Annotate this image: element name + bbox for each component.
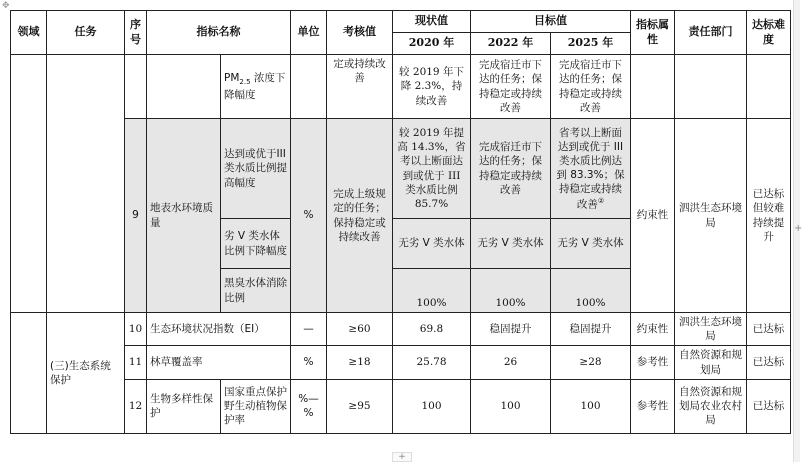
pm25-unit [291,55,327,119]
header-current-year: 2020 年 [393,33,471,55]
row9-sub2-target-2022: 无劣 V 类水体 [471,219,551,269]
pm25-dept [675,55,747,119]
row11-current: 25.78 [393,346,471,379]
pm25-target-2022: 完成宿迁市下达的任务；保持稳定或持续改善 [471,55,551,119]
row12-attr: 参考性 [631,379,675,433]
row9-sub2-target-2025: 无劣 V 类水体 [551,219,631,269]
row12-dept: 自然资源和规划局农业农村局 [675,379,747,433]
header-difficulty: 达标难度 [747,11,791,55]
row11-target-2022: 26 [471,346,551,379]
pm25-indicator-name: $PM_{2.5}$ 浓度下降幅度 [221,55,291,119]
row10-indicator-name: 生态环境状况指数（EI） [147,313,291,346]
row9-sub3-current: 100% [393,269,471,313]
pm25-assess: 定或持续改善 [327,55,393,119]
row9-seq: 9 [125,119,147,313]
header-row-1 [11,11,791,33]
table-row-11 [11,346,791,379]
row9-sub2-name: 劣 V 类水体比例下降幅度 [221,219,291,269]
header-indicator: 指标名称 [147,11,291,55]
row9-indicator-name: 地表水环境质量 [147,119,221,313]
row12-current: 100 [393,379,471,433]
row12-difficulty: 已达标 [747,379,791,433]
row9-dept: 泗洪生态环境局 [675,119,747,313]
row9-sub3-target-2022: 100% [471,269,551,313]
header-seq: 序号 [125,11,147,55]
header-target-2025: 2025 年 [551,33,631,55]
add-column-icon[interactable]: + [392,452,412,462]
table-row-10 [11,313,791,346]
seq-cell-continued [125,55,147,119]
header-domain: 领域 [11,11,47,55]
row10-difficulty: 已达标 [747,313,791,346]
row11-dept: 自然资源和规划局 [675,346,747,379]
pm25-target-2025: 完成宿迁市下达的任务；保持稳定或持续改善 [551,55,631,119]
row9-sub1-current: 较 2019 年提高 14.3%，省考以上断面达到或优于 III 类水质比例 85.7% [393,119,471,219]
row12-assess: ≥95 [327,379,393,433]
row9-sub3-target-2025: 100% [551,269,631,313]
table-row-pm25 [11,55,791,119]
header-unit: 单位 [291,11,327,55]
row11-difficulty: 已达标 [747,346,791,379]
row9-difficulty: 已达标但较难持续提升 [747,119,791,313]
add-row-icon[interactable]: + [794,223,802,234]
header-assess: 考核值 [327,11,393,55]
row11-attr: 参考性 [631,346,675,379]
row9-sub1-target-2022: 完成宿迁市下达的任务；保持稳定或持续改善 [471,119,551,219]
row12-unit: %—% [291,379,327,433]
row12-sub-name: 国家重点保护野生动植物保护率 [221,379,291,433]
document-page [10,10,790,460]
header-task: 任务 [47,11,125,55]
table-row-9-sub1 [11,119,791,219]
indicator-group-continued [147,55,221,119]
row10-current: 69.8 [393,313,471,346]
pm25-current: 较 2019 年下降 2.3%，持续改善 [393,55,471,119]
row9-unit: % [291,119,327,313]
row10-seq: 10 [125,313,147,346]
row11-indicator-name: 林草覆盖率 [147,346,291,379]
row9-sub1-target-2025: 省考以上断面达到或优于 III 类水质比例达到 83.3%；保持稳定或持续改善② [551,119,631,219]
row10-target-2022: 稳固提升 [471,313,551,346]
row12-target-2022: 100 [471,379,551,433]
row9-assess: 完成上级规定的任务；保持稳定或持续改善 [327,119,393,313]
header-attr: 指标属性 [631,11,675,55]
row9-attr: 约束性 [631,119,675,313]
indicator-table [10,10,791,434]
row11-assess: ≥18 [327,346,393,379]
pm25-attr [631,55,675,119]
row12-indicator-name: 生物多样性保护 [147,379,221,433]
domain-cell-lower [11,313,47,434]
header-dept: 责任部门 [675,11,747,55]
row11-unit: % [291,346,327,379]
task-cell-continued [47,55,125,313]
header-target: 目标值 [471,11,631,33]
domain-cell-continued [11,55,47,313]
row11-seq: 11 [125,346,147,379]
row9-sub1-name: 达到或优于III类水质比例提高幅度 [221,119,291,219]
table-row-12 [11,379,791,433]
row10-target-2025: 稳固提升 [551,313,631,346]
row10-assess: ≥60 [327,313,393,346]
pm25-difficulty [747,55,791,119]
task-ecosystem-protection: (三)生态系统保护 [47,313,125,434]
row10-unit: — [291,313,327,346]
row9-sub2-current: 无劣 V 类水体 [393,219,471,269]
row10-dept: 泗洪生态环境局 [675,313,747,346]
table-move-handle-icon[interactable]: ✥ [2,1,10,11]
row12-target-2025: 100 [551,379,631,433]
row10-attr: 约束性 [631,313,675,346]
row9-sub3-name: 黑臭水体消除比例 [221,269,291,313]
row11-target-2025: ≥28 [551,346,631,379]
header-target-2022: 2022 年 [471,33,551,55]
header-current: 现状值 [393,11,471,33]
row12-seq: 12 [125,379,147,433]
